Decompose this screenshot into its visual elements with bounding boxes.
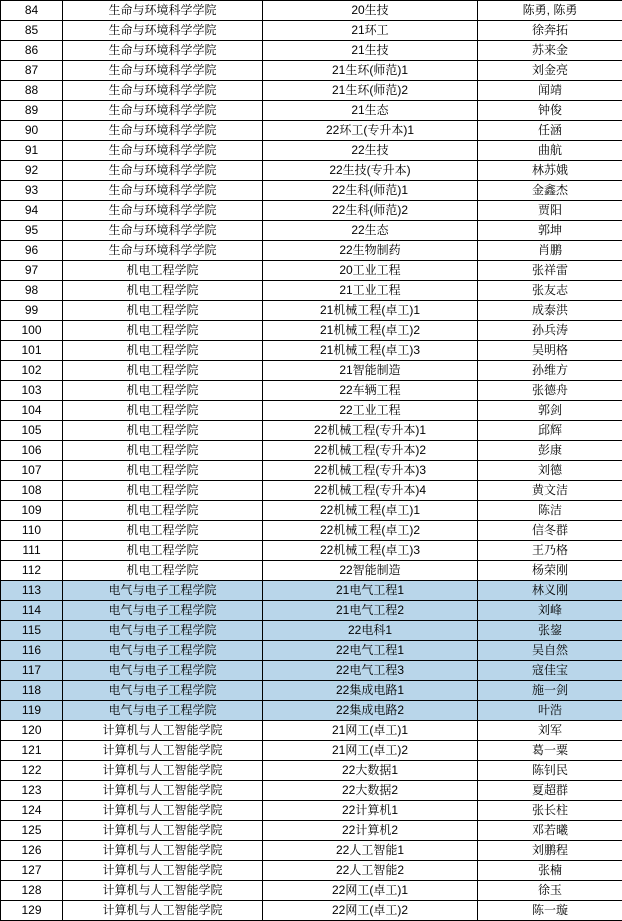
cell-college: 计算机与人工智能学院 [63, 801, 263, 821]
cell-college: 计算机与人工智能学院 [63, 881, 263, 901]
cell-number: 111 [1, 541, 63, 561]
table-row [1, 61, 622, 81]
cell-name: 郭剑 [478, 401, 622, 421]
table-row [1, 341, 622, 361]
cell-class: 21生环(师范)1 [263, 61, 478, 81]
cell-name: 陈洁 [478, 501, 622, 521]
cell-name: 闻靖 [478, 81, 622, 101]
table-row [1, 241, 622, 261]
cell-name: 徐玉 [478, 881, 622, 901]
cell-college: 电气与电子工程学院 [63, 581, 263, 601]
table-row [1, 541, 622, 561]
cell-name: 陈勇, 陈勇 [478, 1, 622, 21]
cell-number: 116 [1, 641, 63, 661]
cell-class: 22计算机1 [263, 801, 478, 821]
table-row [1, 21, 622, 41]
table-row [1, 721, 622, 741]
table-row [1, 41, 622, 61]
cell-number: 114 [1, 601, 63, 621]
cell-name: 刘鹏程 [478, 841, 622, 861]
cell-number: 124 [1, 801, 63, 821]
cell-number: 96 [1, 241, 63, 261]
cell-number: 113 [1, 581, 63, 601]
cell-college: 机电工程学院 [63, 341, 263, 361]
cell-name: 邱辉 [478, 421, 622, 441]
cell-college: 机电工程学院 [63, 441, 263, 461]
cell-class: 21智能制造 [263, 361, 478, 381]
cell-class: 22机械工程(卓工)3 [263, 541, 478, 561]
table-row [1, 881, 622, 901]
cell-name: 施一剑 [478, 681, 622, 701]
cell-class: 22计算机2 [263, 821, 478, 841]
cell-name: 张楠 [478, 861, 622, 881]
cell-number: 93 [1, 181, 63, 201]
cell-name: 吴自然 [478, 641, 622, 661]
cell-class: 22生技 [263, 141, 478, 161]
cell-class: 22人工智能2 [263, 861, 478, 881]
table-row [1, 821, 622, 841]
cell-class: 20工业工程 [263, 261, 478, 281]
cell-number: 94 [1, 201, 63, 221]
table-row [1, 81, 622, 101]
cell-college: 机电工程学院 [63, 261, 263, 281]
cell-name: 张德舟 [478, 381, 622, 401]
cell-class: 21电气工程1 [263, 581, 478, 601]
cell-college: 生命与环境科学学院 [63, 61, 263, 81]
table-row [1, 181, 622, 201]
cell-name: 彭康 [478, 441, 622, 461]
cell-number: 87 [1, 61, 63, 81]
cell-college: 计算机与人工智能学院 [63, 761, 263, 781]
table-row [1, 861, 622, 881]
table-row [1, 201, 622, 221]
cell-number: 90 [1, 121, 63, 141]
cell-number: 127 [1, 861, 63, 881]
cell-class: 22集成电路1 [263, 681, 478, 701]
cell-number: 129 [1, 901, 63, 921]
cell-number: 97 [1, 261, 63, 281]
cell-class: 22机械工程(专升本)1 [263, 421, 478, 441]
cell-name: 杨荣刚 [478, 561, 622, 581]
table-row [1, 161, 622, 181]
cell-college: 电气与电子工程学院 [63, 621, 263, 641]
table-row [1, 781, 622, 801]
table-row [1, 581, 622, 601]
cell-name: 成泰洪 [478, 301, 622, 321]
cell-college: 电气与电子工程学院 [63, 701, 263, 721]
table-row [1, 441, 622, 461]
cell-college: 生命与环境科学学院 [63, 41, 263, 61]
roster-body [1, 1, 622, 921]
cell-name: 孙兵涛 [478, 321, 622, 341]
cell-number: 91 [1, 141, 63, 161]
cell-number: 123 [1, 781, 63, 801]
cell-name: 张鋆 [478, 621, 622, 641]
cell-class: 21生态 [263, 101, 478, 121]
cell-number: 103 [1, 381, 63, 401]
table-row [1, 481, 622, 501]
cell-college: 电气与电子工程学院 [63, 641, 263, 661]
cell-name: 肖鹏 [478, 241, 622, 261]
cell-college: 计算机与人工智能学院 [63, 721, 263, 741]
cell-college: 生命与环境科学学院 [63, 101, 263, 121]
cell-number: 125 [1, 821, 63, 841]
cell-class: 22生物制药 [263, 241, 478, 261]
cell-name: 徐奔拓 [478, 21, 622, 41]
cell-name: 贾阳 [478, 201, 622, 221]
cell-class: 22集成电路2 [263, 701, 478, 721]
cell-class: 22机械工程(专升本)3 [263, 461, 478, 481]
cell-name: 刘德 [478, 461, 622, 481]
cell-college: 生命与环境科学学院 [63, 81, 263, 101]
cell-name: 陈钊民 [478, 761, 622, 781]
cell-college: 计算机与人工智能学院 [63, 821, 263, 841]
cell-number: 104 [1, 401, 63, 421]
cell-number: 128 [1, 881, 63, 901]
cell-college: 生命与环境科学学院 [63, 121, 263, 141]
table-row [1, 521, 622, 541]
table-row [1, 681, 622, 701]
cell-number: 115 [1, 621, 63, 641]
table-row [1, 901, 622, 921]
cell-college: 电气与电子工程学院 [63, 681, 263, 701]
cell-college: 机电工程学院 [63, 401, 263, 421]
cell-college: 计算机与人工智能学院 [63, 841, 263, 861]
cell-class: 22机械工程(卓工)1 [263, 501, 478, 521]
table-row [1, 381, 622, 401]
table-row [1, 641, 622, 661]
table-row [1, 221, 622, 241]
cell-class: 22智能制造 [263, 561, 478, 581]
cell-name: 张友志 [478, 281, 622, 301]
cell-number: 99 [1, 301, 63, 321]
cell-number: 126 [1, 841, 63, 861]
cell-name: 曲航 [478, 141, 622, 161]
table-row [1, 561, 622, 581]
cell-number: 101 [1, 341, 63, 361]
cell-college: 电气与电子工程学院 [63, 661, 263, 681]
cell-college: 机电工程学院 [63, 481, 263, 501]
cell-number: 86 [1, 41, 63, 61]
cell-class: 22机械工程(专升本)4 [263, 481, 478, 501]
cell-name: 任涵 [478, 121, 622, 141]
cell-college: 机电工程学院 [63, 361, 263, 381]
cell-name: 刘军 [478, 721, 622, 741]
cell-name: 郭坤 [478, 221, 622, 241]
cell-name: 寇佳宝 [478, 661, 622, 681]
cell-name: 黄文洁 [478, 481, 622, 501]
cell-name: 张祥雷 [478, 261, 622, 281]
table-row [1, 101, 622, 121]
cell-name: 林义刚 [478, 581, 622, 601]
cell-number: 107 [1, 461, 63, 481]
cell-college: 机电工程学院 [63, 501, 263, 521]
cell-college: 生命与环境科学学院 [63, 21, 263, 41]
cell-name: 金鑫杰 [478, 181, 622, 201]
cell-number: 84 [1, 1, 63, 21]
cell-college: 机电工程学院 [63, 561, 263, 581]
cell-class: 21环工 [263, 21, 478, 41]
table-row [1, 801, 622, 821]
cell-class: 21网工(卓工)2 [263, 741, 478, 761]
table-row [1, 621, 622, 641]
cell-name: 葛一粟 [478, 741, 622, 761]
table-row [1, 601, 622, 621]
cell-college: 计算机与人工智能学院 [63, 901, 263, 921]
cell-number: 120 [1, 721, 63, 741]
cell-class: 22环工(专升本)1 [263, 121, 478, 141]
cell-number: 117 [1, 661, 63, 681]
cell-number: 110 [1, 521, 63, 541]
cell-college: 机电工程学院 [63, 541, 263, 561]
cell-class: 22工业工程 [263, 401, 478, 421]
cell-college: 生命与环境科学学院 [63, 181, 263, 201]
cell-class: 22网工(卓工)1 [263, 881, 478, 901]
table-row [1, 841, 622, 861]
table-row [1, 141, 622, 161]
cell-name: 钟俊 [478, 101, 622, 121]
cell-name: 叶浩 [478, 701, 622, 721]
cell-number: 122 [1, 761, 63, 781]
cell-class: 22生技(专升本) [263, 161, 478, 181]
cell-college: 机电工程学院 [63, 421, 263, 441]
cell-class: 22网工(卓工)2 [263, 901, 478, 921]
cell-college: 机电工程学院 [63, 381, 263, 401]
cell-name: 吴明格 [478, 341, 622, 361]
cell-name: 张长柱 [478, 801, 622, 821]
cell-college: 计算机与人工智能学院 [63, 781, 263, 801]
cell-college: 生命与环境科学学院 [63, 1, 263, 21]
cell-name: 信冬群 [478, 521, 622, 541]
cell-college: 机电工程学院 [63, 301, 263, 321]
cell-class: 22生科(师范)2 [263, 201, 478, 221]
table-row [1, 421, 622, 441]
cell-number: 92 [1, 161, 63, 181]
cell-number: 102 [1, 361, 63, 381]
table-row [1, 461, 622, 481]
cell-number: 109 [1, 501, 63, 521]
cell-college: 计算机与人工智能学院 [63, 741, 263, 761]
cell-number: 121 [1, 741, 63, 761]
cell-class: 22大数据1 [263, 761, 478, 781]
cell-college: 生命与环境科学学院 [63, 221, 263, 241]
cell-class: 20生技 [263, 1, 478, 21]
table-row [1, 501, 622, 521]
cell-class: 22大数据2 [263, 781, 478, 801]
cell-college: 生命与环境科学学院 [63, 201, 263, 221]
cell-class: 22电气工程3 [263, 661, 478, 681]
cell-number: 106 [1, 441, 63, 461]
cell-class: 21生环(师范)2 [263, 81, 478, 101]
cell-number: 112 [1, 561, 63, 581]
table-row [1, 401, 622, 421]
cell-number: 89 [1, 101, 63, 121]
cell-name: 邓若曦 [478, 821, 622, 841]
cell-class: 21工业工程 [263, 281, 478, 301]
cell-college: 机电工程学院 [63, 281, 263, 301]
cell-class: 22车辆工程 [263, 381, 478, 401]
cell-college: 生命与环境科学学院 [63, 241, 263, 261]
cell-number: 118 [1, 681, 63, 701]
cell-number: 105 [1, 421, 63, 441]
cell-college: 机电工程学院 [63, 521, 263, 541]
cell-name: 刘峰 [478, 601, 622, 621]
cell-number: 95 [1, 221, 63, 241]
table-row [1, 361, 622, 381]
cell-class: 21生技 [263, 41, 478, 61]
cell-name: 陈一璇 [478, 901, 622, 921]
cell-class: 22生科(师范)1 [263, 181, 478, 201]
cell-class: 21机械工程(卓工)1 [263, 301, 478, 321]
cell-number: 100 [1, 321, 63, 341]
cell-class: 22生态 [263, 221, 478, 241]
cell-number: 108 [1, 481, 63, 501]
cell-college: 计算机与人工智能学院 [63, 861, 263, 881]
table-row [1, 281, 622, 301]
cell-name: 刘金亮 [478, 61, 622, 81]
cell-number: 85 [1, 21, 63, 41]
cell-number: 88 [1, 81, 63, 101]
table-row [1, 761, 622, 781]
cell-college: 机电工程学院 [63, 321, 263, 341]
cell-college: 生命与环境科学学院 [63, 161, 263, 181]
cell-college: 电气与电子工程学院 [63, 601, 263, 621]
cell-name: 林苏娥 [478, 161, 622, 181]
table-row [1, 701, 622, 721]
cell-class: 21网工(卓工)1 [263, 721, 478, 741]
cell-class: 22电气工程1 [263, 641, 478, 661]
cell-class: 21机械工程(卓工)2 [263, 321, 478, 341]
table-row [1, 321, 622, 341]
cell-class: 22机械工程(专升本)2 [263, 441, 478, 461]
table-row [1, 1, 622, 21]
table-row [1, 301, 622, 321]
cell-number: 119 [1, 701, 63, 721]
cell-class: 22电科1 [263, 621, 478, 641]
cell-name: 夏超群 [478, 781, 622, 801]
cell-class: 22机械工程(卓工)2 [263, 521, 478, 541]
cell-class: 21电气工程2 [263, 601, 478, 621]
cell-name: 王乃格 [478, 541, 622, 561]
cell-name: 孙维方 [478, 361, 622, 381]
cell-class: 22人工智能1 [263, 841, 478, 861]
table-row [1, 121, 622, 141]
cell-college: 生命与环境科学学院 [63, 141, 263, 161]
cell-college: 机电工程学院 [63, 461, 263, 481]
table-row [1, 741, 622, 761]
cell-number: 98 [1, 281, 63, 301]
table-row [1, 661, 622, 681]
table-row [1, 261, 622, 281]
cell-name: 苏来金 [478, 41, 622, 61]
cell-class: 21机械工程(卓工)3 [263, 341, 478, 361]
